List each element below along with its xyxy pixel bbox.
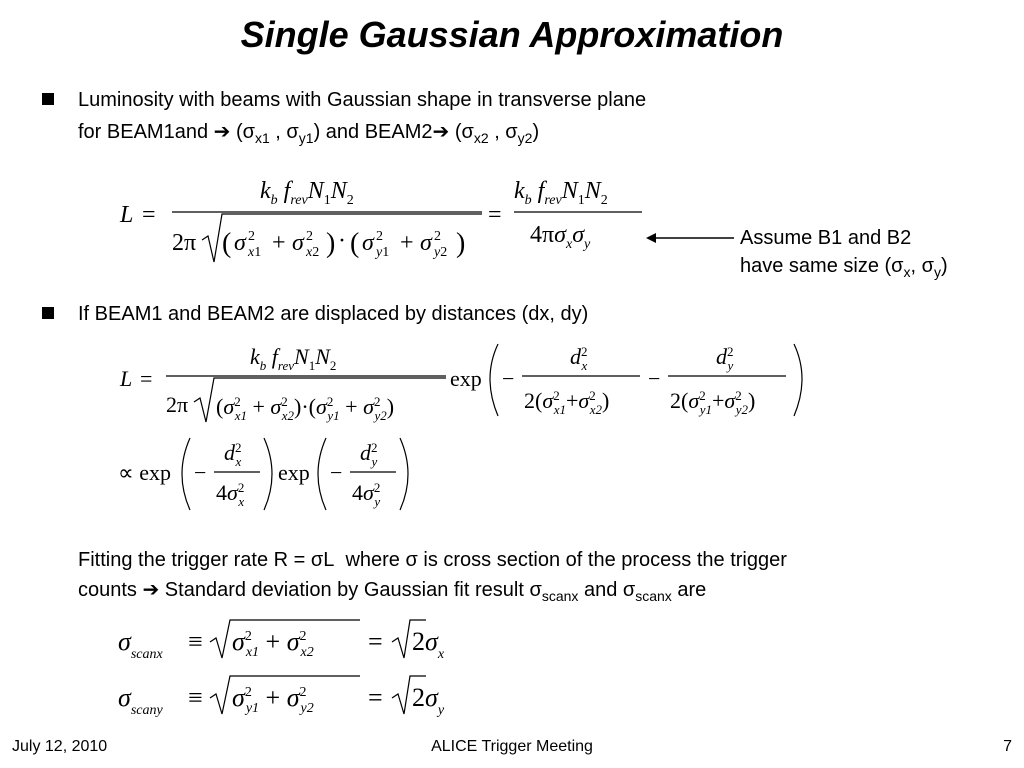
svg-text:=: = (368, 627, 383, 656)
note-line2: have same size ($\sigma_x$, $\sigma_y$) (740, 255, 948, 280)
paragraph-line1: Fitting the trigger rate R = σL where σ is cross section of the process the trigger (78, 549, 787, 571)
svg-text:σ: σ (362, 230, 374, 256)
arrow-icon: ➔ (213, 121, 231, 143)
svg-text:exp: exp (450, 366, 482, 391)
svg-text:2σx: $2\sigma_x$ (412, 627, 445, 662)
svg-text:): ) (326, 228, 336, 259)
svg-text:d2x: $d^2$ x (570, 344, 588, 373)
svg-text:=: = (368, 683, 383, 712)
svg-text:exp: exp (278, 460, 310, 485)
svg-text:4σ2x: $4\sigma^2$ x (216, 480, 245, 509)
svg-text:x1: x1 (248, 245, 262, 260)
note-line1: Assume B1 and B2 (740, 227, 912, 249)
svg-text:2(σ2x1+σ2x2): $2(\sigma^2$ $x1+\sigma^2$ x2) (524, 388, 610, 417)
svg-text:−: − (648, 366, 661, 391)
svg-text:=: = (142, 202, 156, 228)
svg-text:−: − (502, 366, 515, 391)
svg-text:σscany: $\sigma_{scany}$ (118, 683, 163, 718)
svg-text:d2y: $d^2$ y (716, 344, 734, 373)
arrow-icon: ➔ (142, 579, 160, 601)
bullet2-text: If BEAM1 and BEAM2 are displaced by distances (dx, dy) (78, 303, 589, 325)
arrow-line-icon (646, 230, 736, 246)
proportional-equation (110, 432, 430, 516)
svg-text:L: L (120, 366, 133, 391)
svg-text:2(σ2y1+σ2y2): $2(\sigma^2$ $y1+\sigma^2$ y2) (670, 388, 756, 417)
svg-text:(: ( (222, 228, 232, 259)
svg-text:(σ2x1 + σ2x2)·(σ2y1 + σ2y2): ($\sigma^2$ $x1 + \sigma^2$ $x2)\cdot(\sigma^2$ $y1 + \sigma^2$ y2) (216, 394, 395, 423)
svg-text:L: L (120, 202, 134, 228)
svg-text:x2: x2 (306, 245, 320, 260)
svg-text:2: 2 (306, 229, 313, 244)
svg-text:σ: σ (292, 230, 304, 256)
svg-text:σ2x1 + σ2x2: $\sigma^2$ $x1 + \sigma^2$ x2 (232, 627, 314, 660)
svg-text:kb frevN1N2: $k_b$ $f_{rev}N_1N_2$ (250, 344, 337, 373)
svg-text:−: − (330, 460, 343, 485)
svg-text:2: 2 (434, 229, 441, 244)
svg-text:∝ exp: ∝ exp (118, 460, 171, 485)
svg-text:2π: 2π (166, 392, 189, 417)
assumption-note (740, 224, 948, 286)
svg-text:−: − (194, 460, 207, 485)
svg-text:=: = (140, 366, 153, 391)
svg-text:+: + (400, 230, 414, 256)
arrow-icon: ➔ (432, 121, 450, 143)
slide-title: Single Gaussian Approximation (240, 14, 784, 55)
svg-text:d2y: $d^2$ y (360, 440, 378, 469)
svg-text:(: ( (350, 228, 360, 259)
svg-text:σscanx: $\sigma_{scanx}$ (118, 627, 163, 662)
sigma-scan-equations (110, 612, 490, 722)
svg-text:2: 2 (248, 229, 255, 244)
bullet1-line1: Luminosity with beams with Gaussian shape in transverse plane (78, 89, 647, 111)
footer-title: ALICE Trigger Meeting (431, 738, 593, 755)
luminosity-equation (110, 170, 670, 270)
footer-date: July 12, 2010 (12, 738, 108, 755)
svg-text:4σ2y: $4\sigma^2$ y (352, 480, 381, 509)
svg-text:): ) (456, 228, 466, 259)
svg-text:4πσxσy: $4\pi\sigma_x\sigma_y$ (530, 222, 591, 252)
svg-text:σ: σ (234, 230, 246, 256)
svg-text:y1: y1 (376, 245, 390, 260)
svg-text:σ: σ (420, 230, 432, 256)
svg-text:y2: y2 (434, 245, 448, 260)
displaced-luminosity-equation (110, 338, 810, 428)
svg-text:=: = (488, 202, 502, 228)
svg-text:·: · (338, 228, 346, 254)
svg-text:2: 2 (376, 229, 383, 244)
svg-text:kb frevN1N2: $k_b$ $f_{rev}N_1N_2$ (260, 178, 354, 208)
bullet1-line2: for BEAM1and ➔ ($\sigma_{x1}$ , $\sigma_{y1}$) and BEAM2➔ ($\sigma_{x2}$ , $\sigma_{y2}$) (78, 121, 540, 146)
svg-text:σ2y1 + σ2y2: $\sigma^2$ $y1 + \sigma^2$ y2 (232, 683, 314, 716)
svg-text:d2x: $d^2$ x (224, 440, 242, 469)
svg-text:≡: ≡ (188, 627, 203, 656)
svg-text:kb frevN1N2: $k_b$ $f_{rev}N_1N_2$ (514, 178, 608, 208)
svg-text:+: + (272, 230, 286, 256)
paragraph-line2: counts ➔ Standard deviation by Gaussian fit result $\sigma_{scanx}$ and $\sigma_{scanx}$ are (78, 579, 707, 604)
svg-text:2π: 2π (172, 230, 197, 256)
bullet-marker (42, 307, 54, 319)
svg-text:≡: ≡ (188, 683, 203, 712)
page-number: 7 (1003, 738, 1012, 755)
bullet-marker (42, 93, 54, 105)
svg-text:2σy: $2\sigma_y$ (412, 683, 445, 718)
